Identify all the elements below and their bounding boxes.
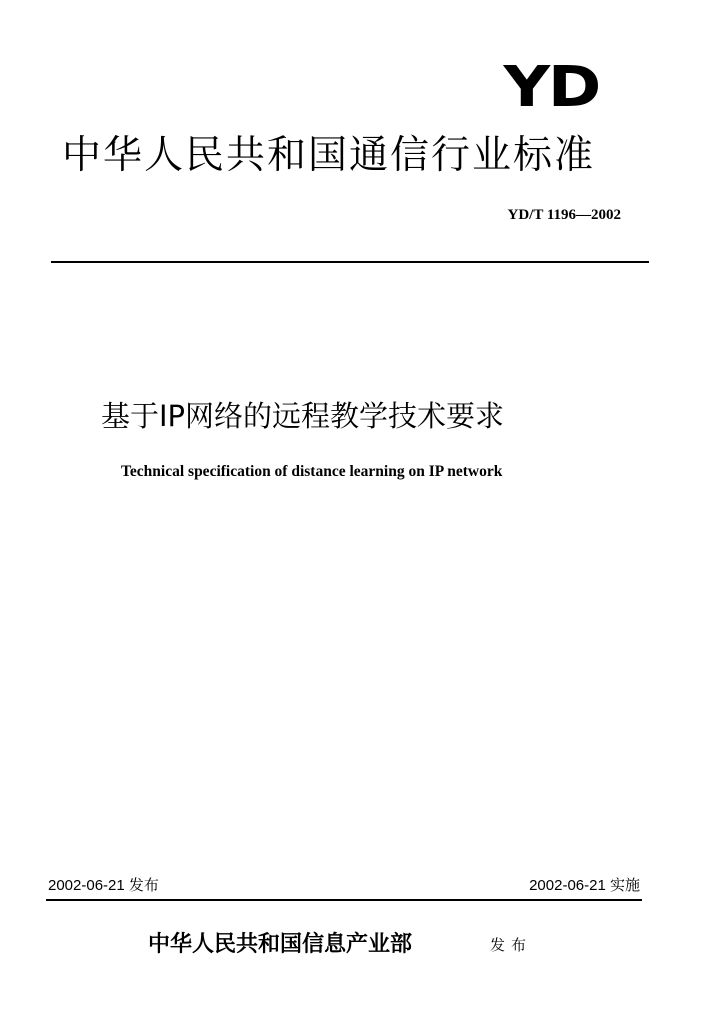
document-title-chinese: 基于IP网络的远程教学技术要求 <box>101 399 505 433</box>
issuing-authority: 中华人民共和国信息产业部 <box>148 931 413 957</box>
footer-divider <box>46 899 642 901</box>
issue-date: 2002-06-21 发布 <box>48 877 159 894</box>
implementation-date: 2002-06-21 实施 <box>529 877 640 894</box>
document-title-english: Technical specification of distance learning on IP network <box>121 463 503 480</box>
standard-number: YD/T 1196—2002 <box>507 207 621 223</box>
header-divider <box>51 261 649 263</box>
yd-logo: YD <box>503 55 599 120</box>
standard-category-heading: 中华人民共和国通信行业标准 <box>62 133 596 178</box>
issuing-action: 发布 <box>490 936 533 954</box>
